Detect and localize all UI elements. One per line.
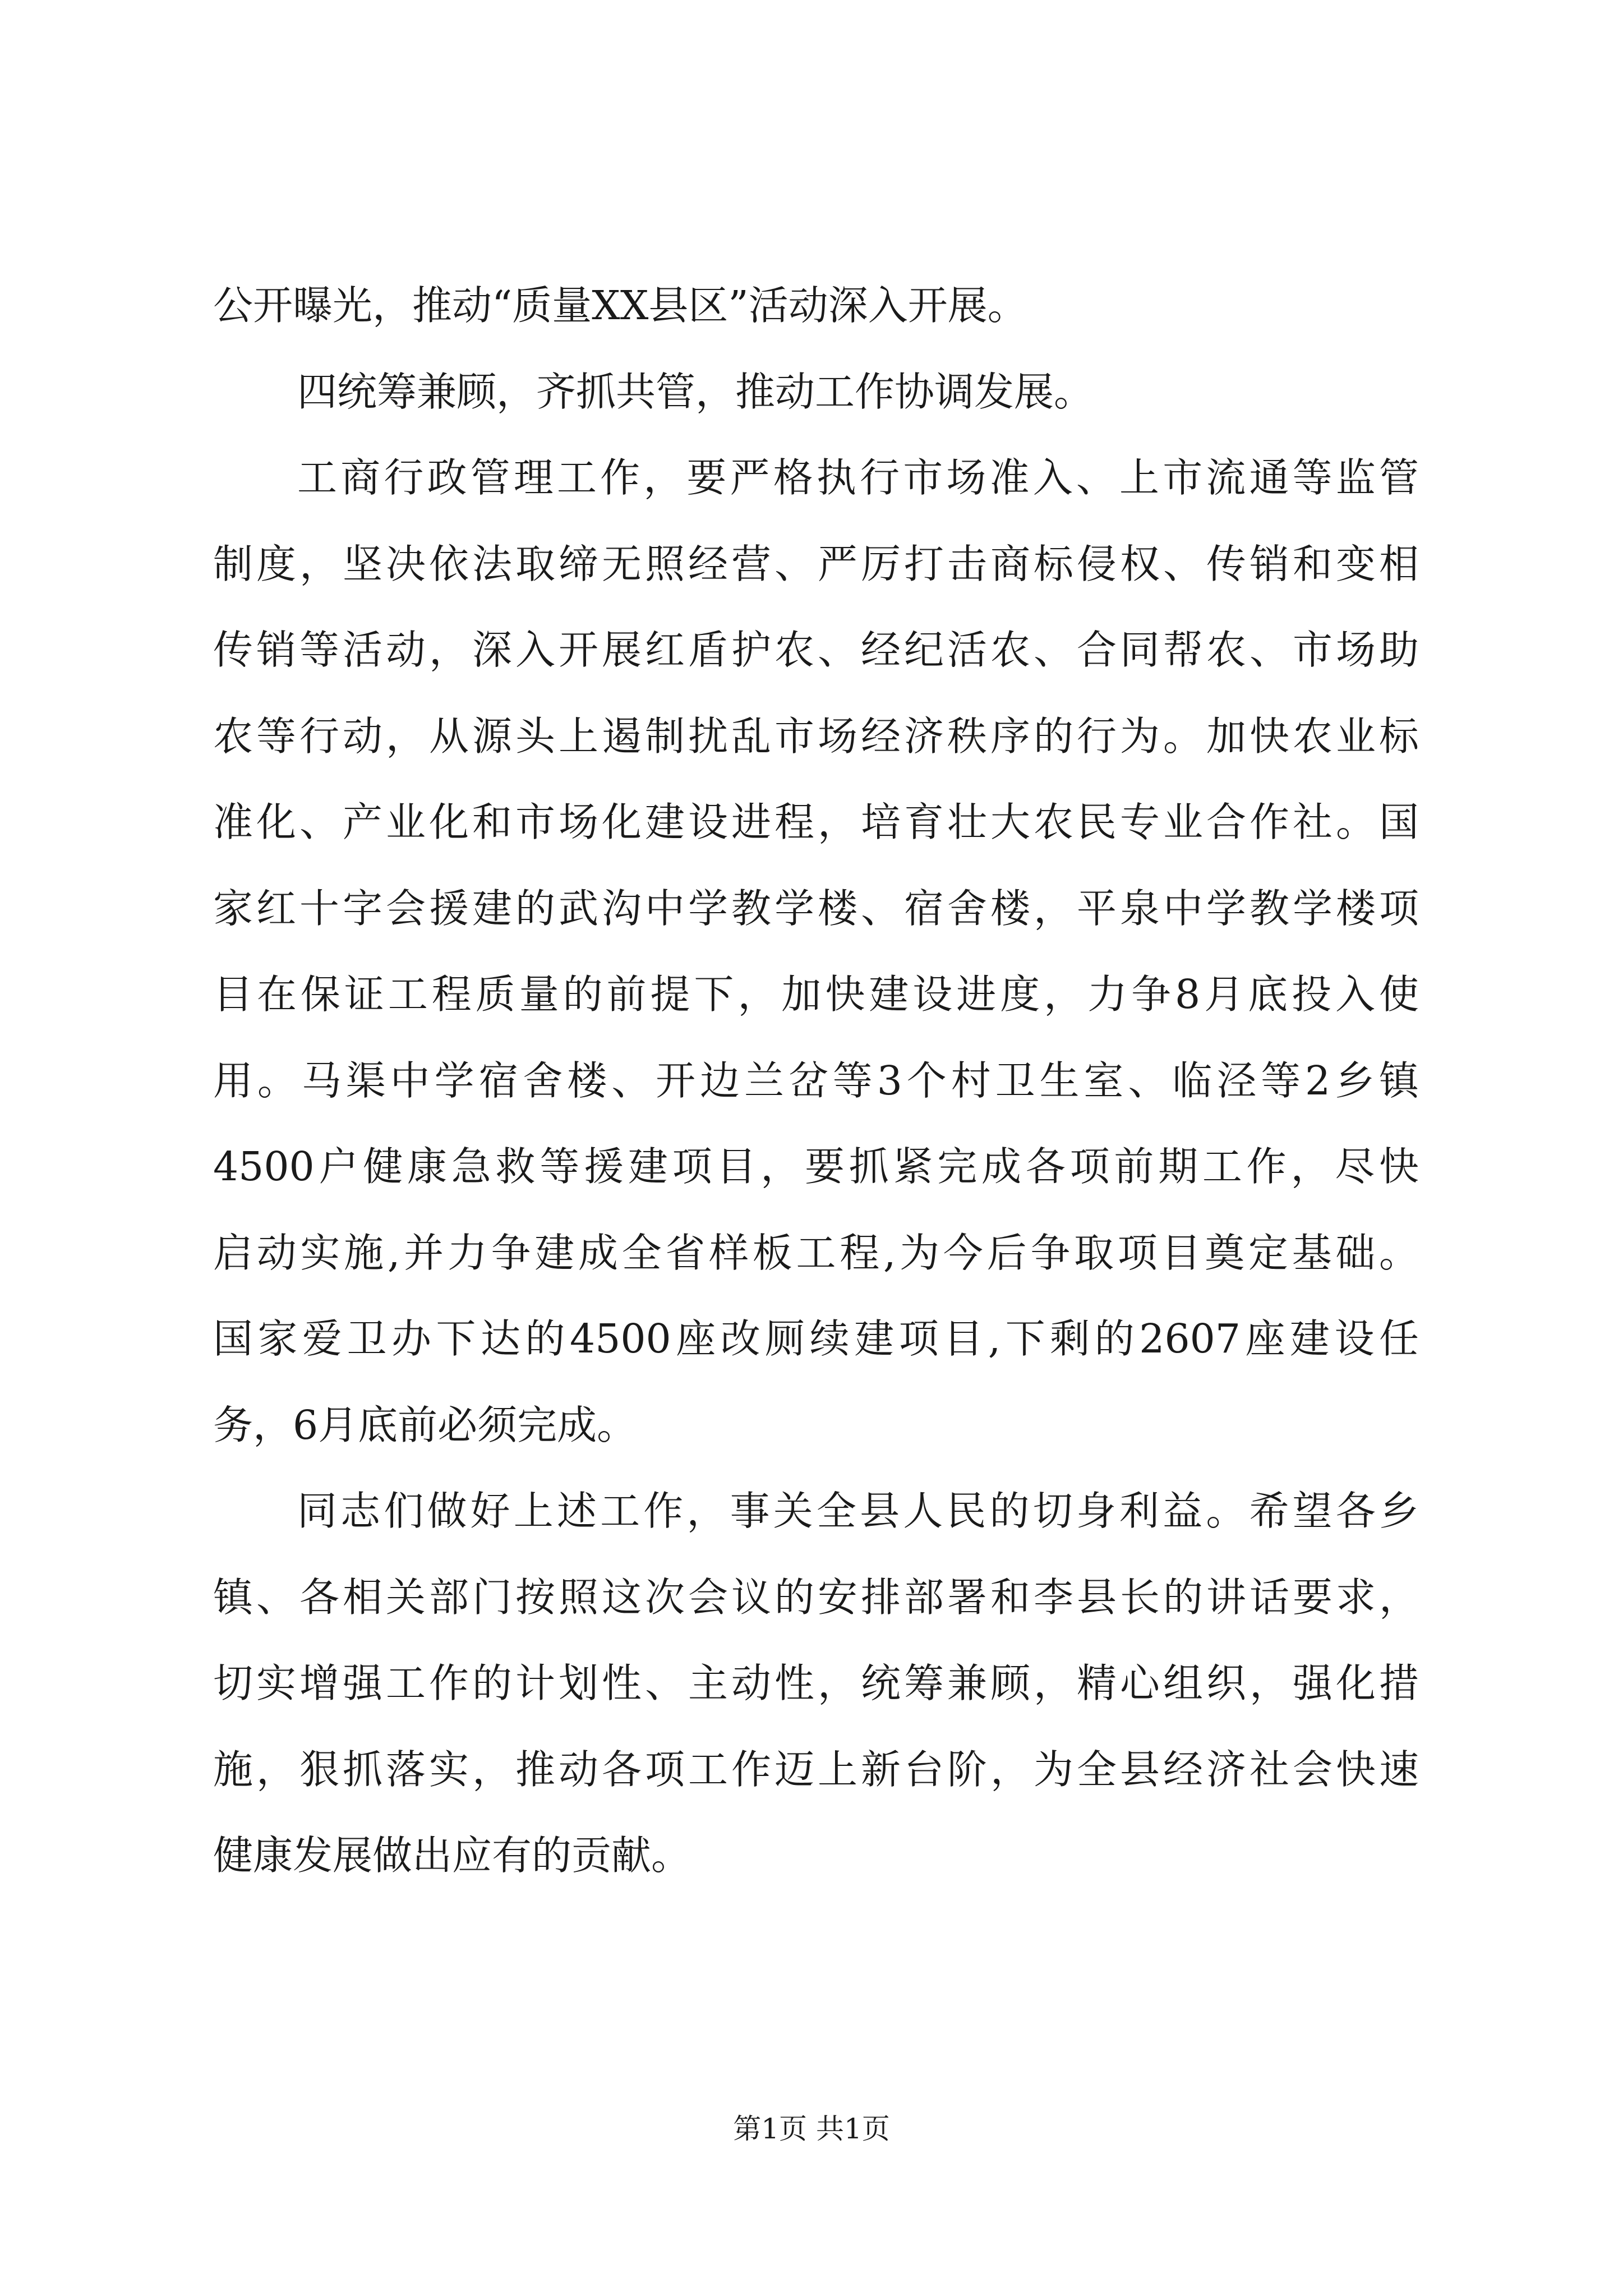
- paragraph-line: 目在保证工程质量的前提下，加快建设进度，力争8月底投入使: [213, 971, 1419, 1018]
- paragraph-line: 务，6月底前必须完成。: [213, 1401, 637, 1448]
- paragraph-line: 4500户健康急救等援建项目，要抓紧完成各项前期工作，尽快: [213, 1143, 1419, 1190]
- paragraph-line: 家红十字会援建的武沟中学教学楼、宿舍楼，平泉中学教学楼项: [213, 885, 1419, 932]
- paragraph-line: 镇、各相关部门按照这次会议的安排部署和李县长的讲话要求，: [213, 1573, 1419, 1621]
- paragraph-line: 制度，坚决依法取缔无照经营、严厉打击商标侵权、传销和变相: [213, 540, 1419, 587]
- paragraph-line: 健康发展做出应有的贡献。: [213, 1832, 691, 1879]
- paragraph-line: 施，狠抓落实，推动各项工作迈上新台阶，为全县经济社会快速: [213, 1746, 1419, 1793]
- document-body: [213, 263, 1419, 1899]
- paragraph-line: 准化、产业化和市场化建设进程，培育壮大农民专业合作社。国: [213, 799, 1419, 845]
- paragraph-line: 公开曝光，推动“质量XX县区”活动深入开展。: [213, 282, 1027, 329]
- paragraph-line: 启动实施,并力争建成全省样板工程,为今后争取项目奠定基础。: [213, 1229, 1419, 1276]
- section-heading: 四统筹兼顾，齐抓共管，推动工作协调发展。: [297, 368, 1094, 415]
- paragraph-line: 农等行动，从源头上遏制扰乱市场经济秩序的行为。加快农业标: [213, 712, 1419, 760]
- paragraph-line: 工商行政管理工作，要严格执行市场准入、上市流通等监管: [297, 454, 1419, 501]
- paragraph-line: 同志们做好上述工作，事关全县人民的切身利益。希望各乡: [297, 1488, 1419, 1534]
- page-number-footer: 第1页 共1页: [733, 2113, 890, 2145]
- paragraph-line: 传销等活动，深入开展红盾护农、经纪活农、合同帮农、市场助: [213, 627, 1419, 673]
- paragraph-line: 切实增强工作的计划性、主动性，统筹兼顾，精心组织，强化措: [213, 1660, 1419, 1706]
- paragraph-line: 国家爱卫办下达的4500座改厕续建项目,下剩的2607座建设任: [213, 1315, 1419, 1362]
- paragraph-line: 用。马渠中学宿舍楼、开边兰岔等3个村卫生室、临泾等2乡镇: [213, 1057, 1419, 1104]
